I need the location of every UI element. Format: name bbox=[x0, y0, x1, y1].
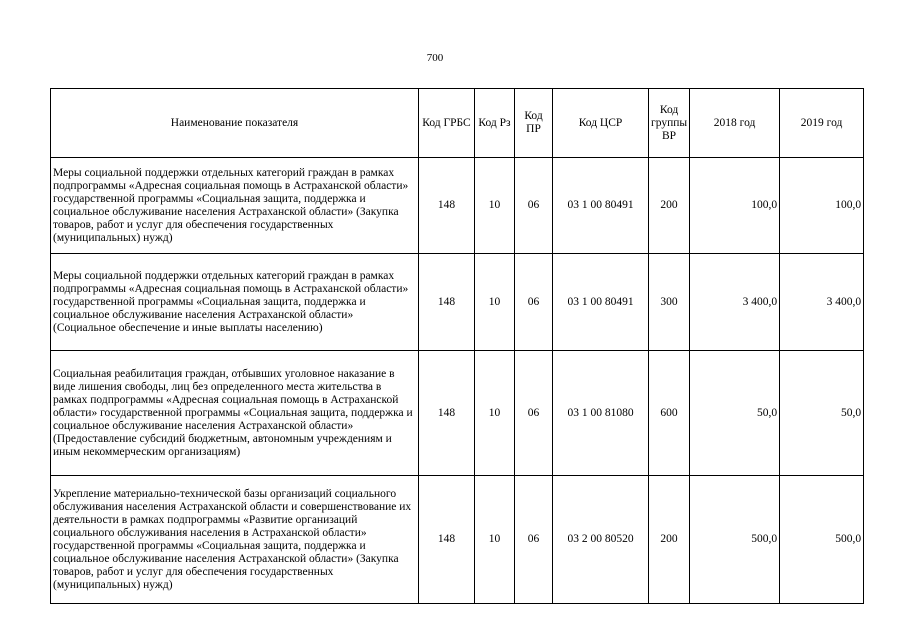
budget-table bbox=[50, 88, 864, 604]
row-pr: 06 bbox=[515, 254, 553, 351]
table-row bbox=[51, 351, 864, 476]
row-2019: 500,0 bbox=[780, 476, 864, 604]
row-name: Социальная реабилитация граждан, отбывших уголовное наказание в виде лишения свободы, лиц без определенного места жительства в рамках подпрограммы «Адресная социальная помощь в Астраханской области» государственной программы «Социальная защита, поддержка и социальное обслуживание населения Астраханской области» (Предоставление субсидий бюджетным, автономным учреждениям и иным некоммерческим организациям) bbox=[51, 351, 419, 476]
header-2018: 2018 год bbox=[690, 89, 780, 158]
row-2018: 500,0 bbox=[690, 476, 780, 604]
row-name: Укрепление материально-технической базы организаций социального обслуживания населения Астраханской области и совершенствование их деятельности в рамках подпрограммы «Развитие организаций социального обслуживания населения в Астраханской области» государственной программы «Социальная защита, поддержка и социальное обслуживание населения Астраханской области» (Закупка товаров, работ и услуг для обеспечения государственных (муниципальных) нужд) bbox=[51, 476, 419, 604]
table-header-row bbox=[51, 89, 864, 158]
header-name: Наименование показателя bbox=[51, 89, 419, 158]
row-2018: 100,0 bbox=[690, 158, 780, 254]
row-csr: 03 1 00 80491 bbox=[553, 254, 649, 351]
row-grbs: 148 bbox=[419, 158, 475, 254]
row-rz: 10 bbox=[475, 158, 515, 254]
table-row bbox=[51, 254, 864, 351]
row-vr: 300 bbox=[649, 254, 690, 351]
row-grbs: 148 bbox=[419, 351, 475, 476]
header-grbs: Код ГРБС bbox=[419, 89, 475, 158]
row-2019: 3 400,0 bbox=[780, 254, 864, 351]
row-2018: 3 400,0 bbox=[690, 254, 780, 351]
row-csr: 03 1 00 81080 bbox=[553, 351, 649, 476]
row-vr: 200 bbox=[649, 158, 690, 254]
header-csr: Код ЦСР bbox=[553, 89, 649, 158]
header-rz: Код Рз bbox=[475, 89, 515, 158]
row-rz: 10 bbox=[475, 351, 515, 476]
header-pr: Код ПР bbox=[515, 89, 553, 158]
row-2019: 100,0 bbox=[780, 158, 864, 254]
row-vr: 600 bbox=[649, 351, 690, 476]
page-number: 700 bbox=[426, 52, 444, 64]
row-grbs: 148 bbox=[419, 254, 475, 351]
row-rz: 10 bbox=[475, 476, 515, 604]
row-pr: 06 bbox=[515, 158, 553, 254]
header-vr: Код группы ВР bbox=[649, 89, 690, 158]
row-name: Меры социальной поддержки отдельных категорий граждан в рамках подпрограммы «Адресная социальная помощь в Астраханской области» государственной программы «Социальная защита, поддержка и социальное обслуживание населения Астраханской области» (Закупка товаров, работ и услуг для обеспечения государственных (муниципальных) нужд) bbox=[51, 158, 419, 254]
row-grbs: 148 bbox=[419, 476, 475, 604]
row-pr: 06 bbox=[515, 476, 553, 604]
row-pr: 06 bbox=[515, 351, 553, 476]
header-2019: 2019 год bbox=[780, 89, 864, 158]
row-2018: 50,0 bbox=[690, 351, 780, 476]
table-row bbox=[51, 476, 864, 604]
row-name: Меры социальной поддержки отдельных категорий граждан в рамках подпрограммы «Адресная социальная помощь в Астраханской области» государственной программы «Социальная защита, поддержка и социальное обслуживание населения Астраханской области» (Социальное обеспечение и иные выплаты населению) bbox=[51, 254, 419, 351]
row-csr: 03 1 00 80491 bbox=[553, 158, 649, 254]
table-row bbox=[51, 158, 864, 254]
row-csr: 03 2 00 80520 bbox=[553, 476, 649, 604]
row-2019: 50,0 bbox=[780, 351, 864, 476]
row-vr: 200 bbox=[649, 476, 690, 604]
row-rz: 10 bbox=[475, 254, 515, 351]
